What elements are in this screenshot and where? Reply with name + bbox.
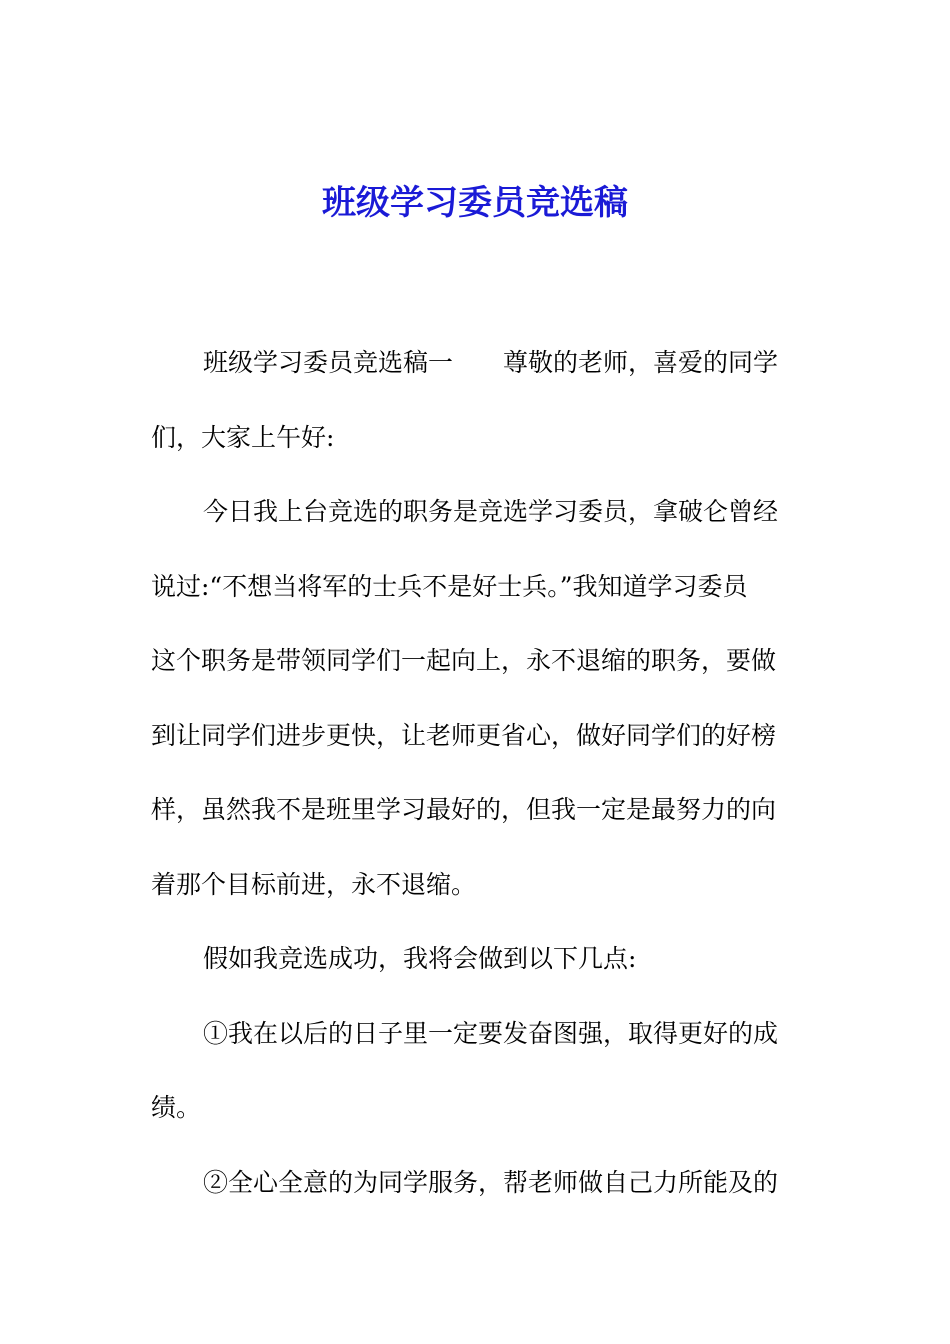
paragraph-line: 样，虽然我不是班里学习最好的，但我一定是最努力的向 xyxy=(151,795,777,824)
paragraph-line: 假如我竞选成功，我将会做到以下几点: xyxy=(203,944,637,973)
paragraph-line: 这个职务是带领同学们一起向上，永不退缩的职务，要做 xyxy=(151,646,777,675)
paragraph-line: 说过:“不想当将军的士兵不是好士兵。”我知道学习委员 xyxy=(151,571,748,601)
document-body xyxy=(151,326,799,1220)
paragraph-line: 们，大家上午好: xyxy=(151,422,335,452)
paragraph-line: 着那个目标前进，永不退缩。 xyxy=(151,869,477,899)
document-title: 班级学习委员竞选稿 xyxy=(322,183,628,223)
paragraph-line: 今日我上台竞选的职务是竞选学习委员，拿破仑曾经 xyxy=(203,497,779,526)
paragraph-line: ①我在以后的日子里一定要发奋图强，取得更好的成 xyxy=(203,1018,779,1048)
paragraph-line: ②全心全意的为同学服务，帮老师做自己力所能及的 xyxy=(203,1167,779,1197)
paragraph-line: 绩。 xyxy=(151,1093,202,1122)
paragraph-line: 到让同学们进步更快，让老师更省心，做好同学们的好榜 xyxy=(151,720,777,750)
paragraph-line: 班级学习委员竞选稿一 尊敬的老师，喜爱的同学 xyxy=(203,348,779,377)
